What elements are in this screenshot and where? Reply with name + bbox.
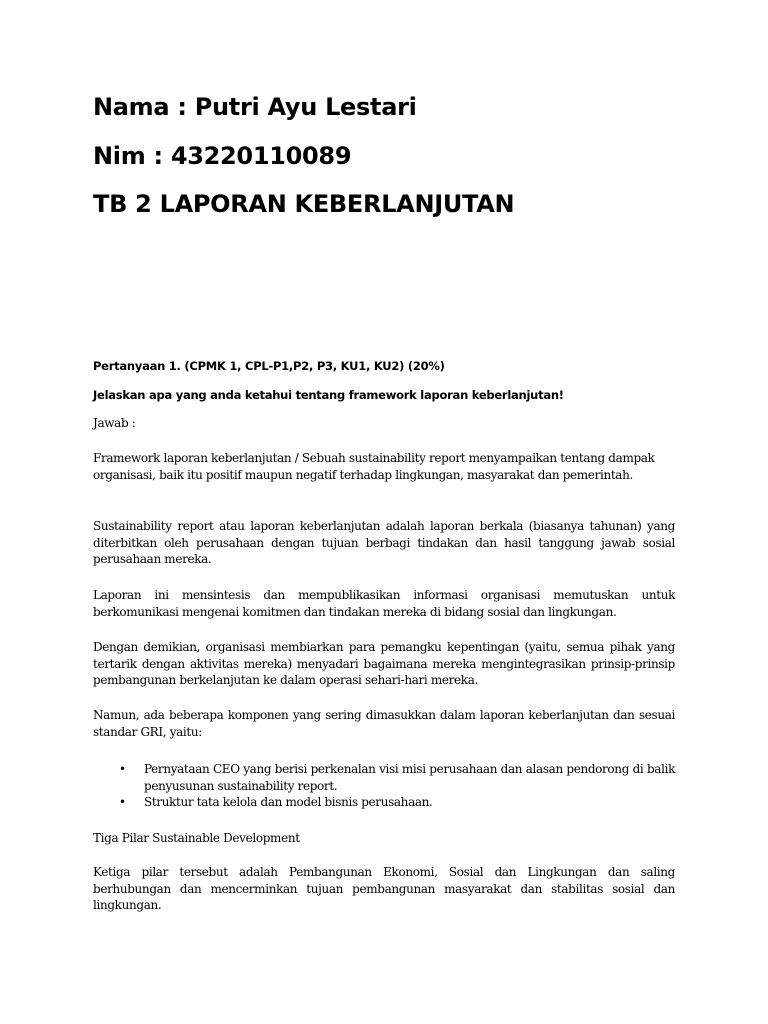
answer-paragraph: Sustainability report atau laporan keberlanjutan adalah laporan berkala (biasanya tahunan) yang diterbitkan oleh perusahaan dengan tujuan berbagi tindakan dan hasil tanggung jawab sosial perusahaan mereka.	[93, 519, 675, 566]
answer-paragraph: Laporan ini mensintesis dan mempublikasikan informasi organisasi memutuskan untuk berkomunikasi mengenai komitmen dan tindakan mereka di bidang sosial dan lingkungan.	[93, 588, 675, 619]
list-item-text: Struktur tata kelola dan model bisnis perusahaan.	[144, 795, 433, 809]
answer-paragraph: Framework laporan keberlanjutan / Sebuah sustainability report menyampaikan tentang dampak organisasi, baik itu positif maupun negatif terhadap lingkungan, masyarakat dan pemerintah.	[93, 451, 655, 482]
question-label: Pertanyaan 1. (CPMK 1, CPL-P1,P2, P3, KU1, KU2) (20%)	[93, 359, 445, 373]
answer-paragraph: Namun, ada beberapa komponen yang sering dimasukkan dalam laporan keberlanjutan dan sesuai standar GRI, yaitu:	[93, 708, 675, 739]
student-name-heading: Nama : Putri Ayu Lestari	[93, 93, 417, 121]
bullet-icon: •	[119, 762, 126, 776]
bullet-icon: •	[119, 795, 126, 809]
student-nim-heading: Nim : 43220110089	[93, 142, 352, 170]
question-text: Jelaskan apa yang anda ketahui tentang framework laporan keberlanjutan!	[93, 388, 564, 402]
list-item	[93, 794, 675, 811]
subheading: Tiga Pilar Sustainable Development	[93, 831, 300, 845]
list-item	[93, 761, 675, 794]
answer-label: Jawab :	[93, 416, 136, 430]
answer-paragraph: Dengan demikian, organisasi membiarkan para pemangku kepentingan (yaitu, semua pihak yang tertarik dengan aktivitas mereka) menyadari bagaimana mereka mengintegrasikan prinsip-prinsip pembangunan berkelanjutan ke dalam operasi sehari-hari mereka.	[93, 640, 675, 687]
list-item-text: Pernyataan CEO yang berisi perkenalan visi misi perusahaan dan alasan pendorong di balik penyusunan sustainability report.	[144, 762, 675, 793]
document-title: TB 2 LAPORAN KEBERLANJUTAN	[93, 190, 515, 218]
closing-paragraph: Ketiga pilar tersebut adalah Pembangunan Ekonomi, Sosial dan Lingkungan dan saling berhubungan dan mencerminkan tujuan pembangunan masyarakat dan stabilitas sosial dan lingkungan.	[93, 865, 675, 912]
component-list	[93, 761, 675, 811]
